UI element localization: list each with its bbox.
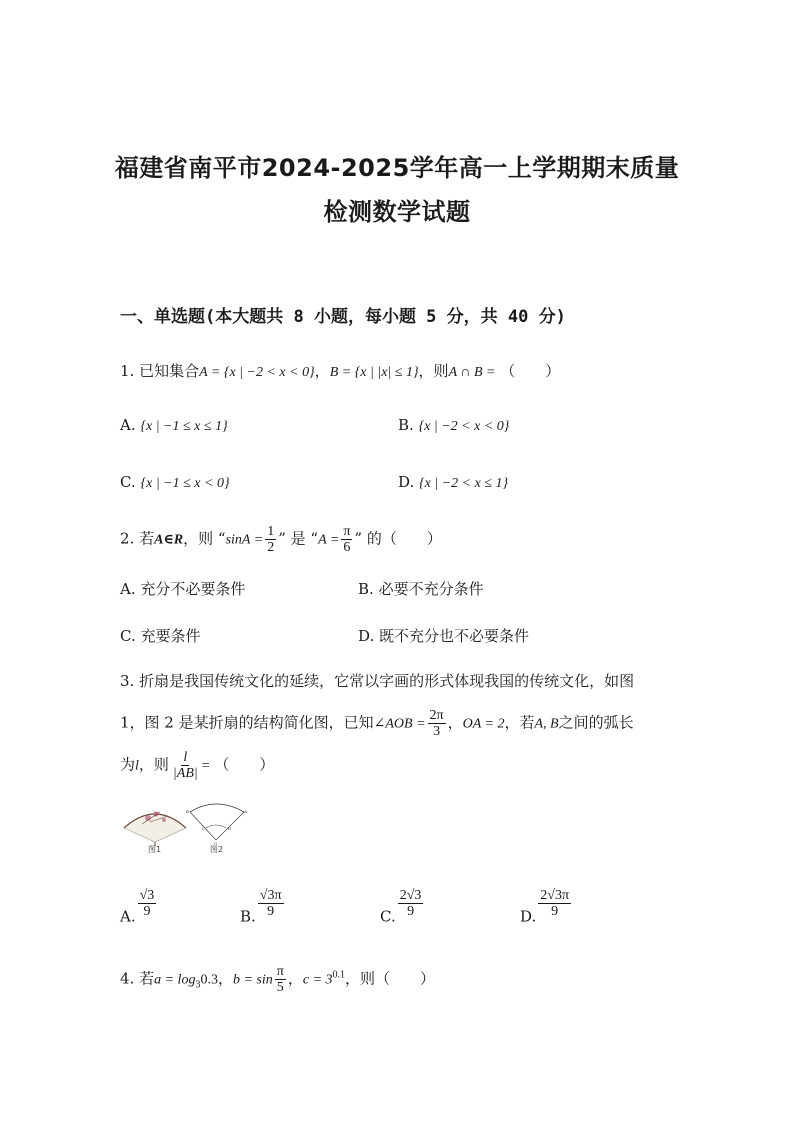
log-base: 3 [195, 979, 201, 991]
option-text: {x | −2 < x ≤ 1} [419, 476, 509, 491]
question-text: ，则 [138, 755, 169, 774]
fraction-l-ab [171, 750, 200, 781]
q3-option-c [380, 888, 425, 926]
angle-aob: ∠AOB = [373, 716, 426, 732]
denominator: 5 [276, 980, 284, 995]
numerator: π [343, 524, 351, 539]
intersection-expr: A ∩ B = [448, 365, 496, 380]
figure-2-diagram [186, 800, 248, 858]
denominator: 9 [267, 904, 275, 919]
question-4 [120, 964, 435, 995]
denominator: 3 [433, 724, 441, 739]
page-title-line2: 检测数学试题 [323, 198, 471, 226]
denominator: |AB| [172, 766, 198, 781]
numerator: 2√3π [540, 888, 570, 903]
section-heading: 一、单选题(本大题共 8 小题，每小题 5 分，共 40 分) [120, 307, 566, 327]
fraction-angle [428, 708, 446, 739]
question-number: 4. [120, 969, 135, 988]
question-text: ，则 “ [183, 529, 226, 548]
option-text: 充要条件 [140, 627, 201, 645]
option-text: 既不充分也不必要条件 [379, 627, 530, 645]
option-label: A. [120, 416, 136, 434]
question-number: 2. [120, 529, 135, 548]
question-2 [120, 524, 442, 555]
q1-option-c [120, 473, 230, 492]
question-text: ， [287, 969, 303, 988]
q2-option-b [358, 578, 484, 599]
q3-option-b [240, 888, 286, 926]
angle-expr: A = [318, 532, 340, 548]
question-1 [120, 360, 560, 381]
a-expr: a = log [154, 972, 196, 988]
set-a: A = {x | −2 < x < 0} [199, 365, 315, 380]
question-text: 已知集合 [139, 362, 200, 380]
label-a: B [186, 809, 189, 814]
figure-1-caption: 图1 [148, 845, 162, 854]
c-expr: c = 3 [302, 972, 333, 988]
label-d: D [228, 826, 232, 831]
b-expr: b = sin [232, 972, 273, 988]
exponent: 0.1 [332, 969, 346, 981]
q3-option-a [120, 888, 158, 926]
q1-option-b [398, 416, 509, 435]
numerator: 1 [267, 524, 275, 539]
denominator: 2 [267, 540, 275, 555]
q2-option-c [120, 625, 201, 646]
denominator: 9 [407, 904, 415, 919]
denominator: 6 [343, 540, 351, 555]
label-c: C [202, 826, 206, 831]
page-title-line1: 福建省南平市2024-2025学年高一上学期期末质量 [114, 154, 680, 182]
q3-option-d [520, 888, 573, 926]
question-text: 1，图 2 是某折扇的结构简化图，已知 [120, 713, 374, 732]
q2-option-a [120, 578, 245, 599]
numerator: l [183, 750, 188, 765]
option-label: B. [358, 580, 374, 598]
question-text: ， [447, 713, 463, 732]
question-3-line3 [120, 750, 274, 781]
answer-paren: （ ） [214, 755, 275, 774]
fraction-half [265, 524, 276, 555]
question-3-line1 [120, 670, 634, 691]
option-text: {x | −1 ≤ x < 0} [140, 476, 230, 491]
option-label: B. [240, 907, 256, 926]
option-text: 必要不充分条件 [378, 580, 484, 598]
question-text: 之间的弧长 [558, 713, 634, 732]
option-label: B. [398, 416, 414, 434]
question-text: 折扇是我国传统文化的延续，它常以字画的形式体现我国的传统文化，如图 [139, 672, 635, 690]
question-text: ，则（ ） [345, 969, 436, 988]
option-text: {x | −2 < x < 0} [418, 419, 510, 434]
option-fraction [398, 888, 424, 919]
denominator: 9 [143, 904, 151, 919]
label-b: A [244, 809, 247, 814]
equals-sign: = [201, 758, 210, 774]
question-text: ” 是 “ [278, 529, 319, 548]
option-text: {x | −1 ≤ x ≤ 1} [140, 419, 228, 434]
question-text: ， [217, 969, 233, 988]
option-fraction [538, 888, 571, 919]
figure-1-fan [120, 800, 190, 858]
question-text: 为 [120, 755, 136, 774]
question-text: ，若 [504, 713, 535, 732]
option-label: D. [398, 473, 415, 491]
option-label: A. [120, 907, 136, 926]
question-text: ，则 [418, 362, 449, 380]
option-label: A. [120, 580, 136, 598]
sin-expr: sinA = [225, 532, 264, 548]
set-b: B = {x | |x| ≤ 1} [329, 365, 419, 380]
denominator: 9 [551, 904, 559, 919]
option-fraction [138, 888, 157, 919]
option-fraction [258, 888, 284, 919]
figure-2-caption: 图2 [210, 845, 224, 854]
label-o: O [214, 841, 218, 846]
question-number: 1. [120, 362, 135, 380]
fraction-pi-five [275, 964, 286, 995]
oa-value: OA = 2 [462, 716, 505, 732]
q2-option-d [358, 625, 529, 646]
option-label: C. [380, 907, 396, 926]
option-label: D. [358, 627, 375, 645]
fraction-pi-six [341, 524, 352, 555]
arc-l: l [135, 758, 139, 774]
option-text: 充分不必要条件 [140, 580, 246, 598]
question-text: ， [314, 362, 330, 380]
numerator: π [276, 964, 284, 979]
q1-option-d [398, 473, 508, 492]
condition: A∈R [154, 532, 184, 548]
option-label: D. [520, 907, 537, 926]
question-text: 若 [139, 529, 155, 548]
option-label: C. [120, 627, 136, 645]
question-3-line2 [120, 708, 634, 739]
option-label: C. [120, 473, 136, 491]
numerator: 2√3 [399, 888, 422, 903]
answer-paren: （ ） [500, 362, 561, 380]
numerator: 2π [429, 708, 444, 723]
question-text: ” 的（ ） [354, 529, 442, 548]
numerator: √3π [259, 888, 282, 903]
points-ab: A, B [534, 716, 559, 732]
numerator: √3 [139, 888, 155, 903]
q1-option-a [120, 416, 228, 435]
question-number: 3. [120, 672, 135, 690]
question-text: 若 [139, 969, 155, 988]
log-arg: 0.3 [200, 972, 218, 988]
